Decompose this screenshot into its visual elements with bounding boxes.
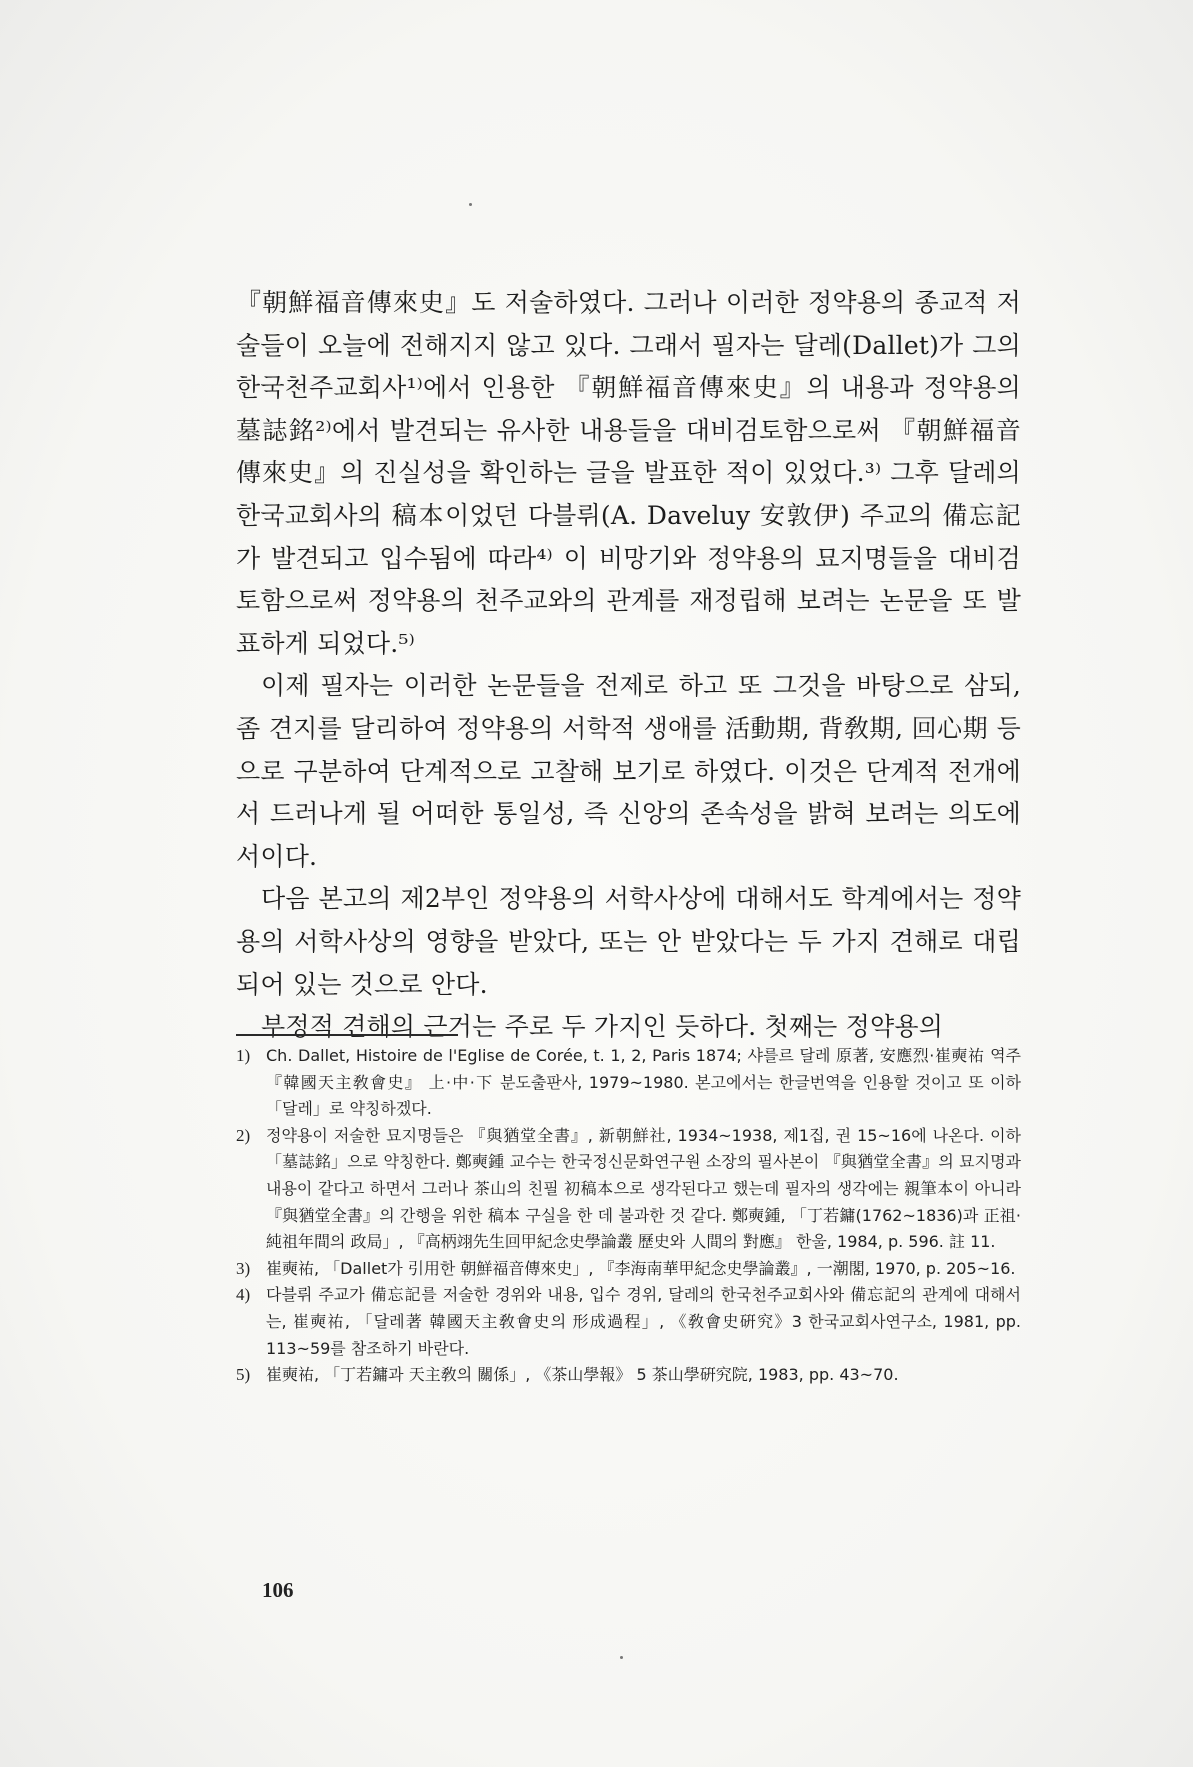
footnote-number: 1) xyxy=(236,1046,251,1065)
footnote-text: 다블뤼 주교가 備忘記를 저술한 경위와 내용, 입수 경위, 달레의 한국천주교회사와 備忘記의 관계에 대해서는, 崔奭祐, 「달레著 韓國天主敎會史의 形成過程」, 《敎會史硏究》3 한국교회사연구소, 1981, pp. 113~59를 참조하기 바란다. xyxy=(266,1285,1021,1358)
ink-speck xyxy=(469,203,472,206)
paragraph: 이제 필자는 이러한 논문들을 전제로 하고 또 그것을 바탕으로 삼되, 좀 견지를 달리하여 정약용의 서학적 생애를 活動期, 背敎期, 回心期 등으로 구분하여 단계적으로 고찰해 보기로 하였다. 이것은 단계적 전개에서 드러나게 될 어떠한 통일성, 즉 신앙의 존속성을 밝혀 보려는 의도에서이다. xyxy=(236,671,1021,871)
footnote-text: 崔奭祐, 「丁若鏞과 天主敎의 關係」, 《茶山學報》 5 茶山學硏究院, 1983, pp. 43~70. xyxy=(266,1365,899,1385)
paragraph: 부정적 견해의 근거는 주로 두 가지인 듯하다. 첫째는 정약용의 xyxy=(261,1012,944,1042)
ink-speck xyxy=(620,1656,623,1659)
footnote xyxy=(236,1362,1021,1389)
paragraph: 다음 본고의 제2부인 정약용의 서학사상에 대해서도 학계에서는 정약용의 서학사상의 영향을 받았다, 또는 안 받았다는 두 가지 견해로 대립되어 있는 것으로 안다. xyxy=(236,884,1021,999)
footnote-text: 崔奭祐, 「Dallet가 引用한 朝鮮福音傳來史」, 『李海南華甲紀念史學論叢』, 一潮閣, 1970, p. 205~16. xyxy=(266,1258,1016,1278)
footnote xyxy=(236,1123,1021,1256)
footnote-number: 3) xyxy=(236,1258,251,1278)
footnote-number: 4) xyxy=(236,1285,251,1305)
footnote-text: 정약용이 저술한 묘지명들은 『與猶堂全書』, 新朝鮮社, 1934~1938, 제1집, 권 15~16에 나온다. 이하 「墓誌銘」으로 약칭한다. 鄭奭鍾 교수는 한국정신문화연구원 소장의 필사본이 『與猶堂全書』의 묘지명과 내용이 같다고 하면서 그러나 茶山의 친필 初稿本으로 생각된다고 했는데 필자의 생각에는 親筆本이 아니라 『與猶堂全書』의 간행을 위한 稿本 구실을 한 데 불과한 것 같다. 鄭奭鍾, 「丁若鏞(1762~1836)과 正祖·純祖年間의 政局」, 『高柄翊先生回甲紀念史學論叢 歷史와 人間의 對應』 한울, 1984, p. 596. 註 11. xyxy=(266,1125,1021,1252)
footnote xyxy=(236,1282,1021,1362)
footnote-divider xyxy=(236,1034,458,1036)
footnote xyxy=(236,1043,1021,1123)
main-text xyxy=(236,282,1021,1049)
footnote xyxy=(236,1256,1021,1283)
footnote-number: 2) xyxy=(236,1125,251,1145)
footnote-number: 5) xyxy=(236,1365,251,1385)
paragraph: 『朝鮮福音傳來史』도 저술하였다. 그러나 이러한 정약용의 종교적 저술들이 오늘에 전해지지 않고 있다. 그래서 필자는 달레(Dallet)가 그의 한국천주교회사¹⁾에서 인용한 『朝鮮福音傳來史』의 내용과 정약용의 墓誌銘²⁾에서 발견되는 유사한 내용들을 대비검토함으로써 『朝鮮福音傳來史』의 진실성을 확인하는 글을 발표한 적이 있었다.³⁾ 그후 달레의 한국교회사의 稿本이었던 다블뤼(A. Daveluy 安敦伊) 주교의 備忘記가 발견되고 입수됨에 따라⁴⁾ 이 비망기와 정약용의 묘지명들을 대비검토함으로써 정약용의 천주교와의 관계를 재정립해 보려는 논문을 또 발표하게 되었다.⁵⁾ xyxy=(236,288,1021,658)
footnotes xyxy=(236,1043,1021,1389)
page-number: 106 xyxy=(262,1578,294,1602)
footnote-text: Ch. Dallet, Histoire de l'Eglise de Corée, t. 1, 2, Paris 1874; 샤를르 달레 原著, 安應烈·崔奭祐 역주 『韓國天主敎會史』 上·中·下 분도출판사, 1979~1980. 본고에서는 한글번역을 인용할 것이고 또 이하 「달레」로 약칭하겠다. xyxy=(266,1046,1021,1119)
